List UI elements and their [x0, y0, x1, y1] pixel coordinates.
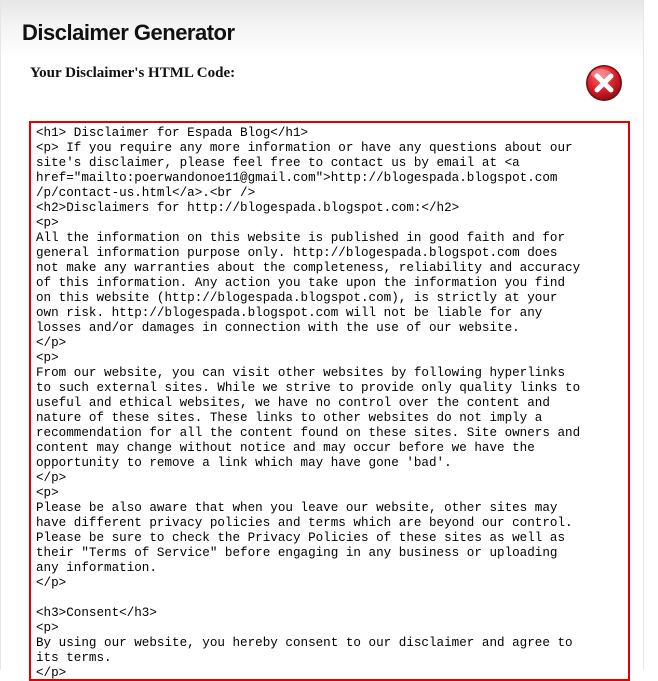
- html-code-textarea[interactable]: [29, 121, 630, 681]
- header-bar: [1, 0, 643, 58]
- page-title: Disclaimer Generator: [22, 20, 235, 45]
- close-icon: [585, 64, 623, 102]
- close-button[interactable]: [585, 64, 623, 102]
- section-heading: Your Disclaimer's HTML Code:: [30, 65, 236, 81]
